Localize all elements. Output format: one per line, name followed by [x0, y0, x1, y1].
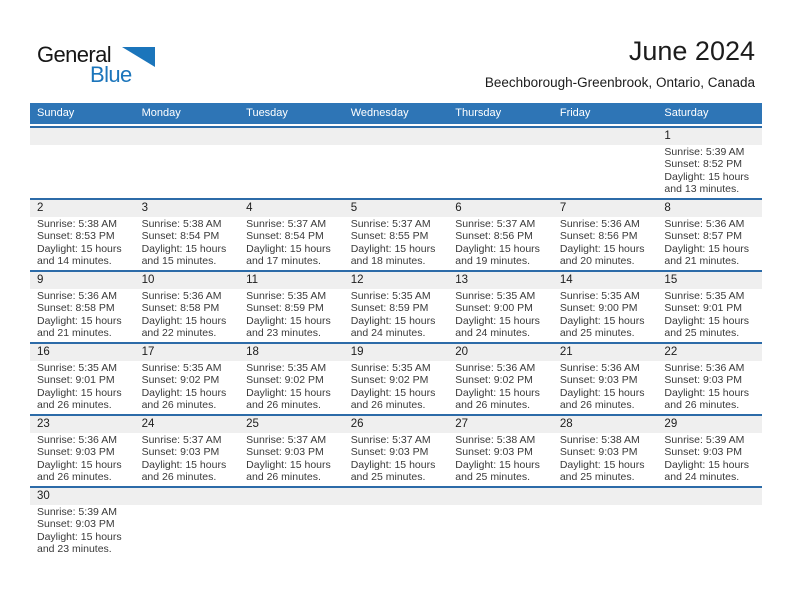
day-detail-line: Daylight: 15 hours — [664, 242, 750, 255]
day-detail-line: Sunrise: 5:36 AM — [141, 290, 222, 302]
weekday-header-wednesday: Wednesday — [350, 107, 409, 119]
day-number: 27 — [455, 418, 469, 430]
day-details — [553, 505, 658, 558]
day-detail-line: and 25 minutes. — [559, 470, 635, 483]
day-detail-line: Sunrise: 5:37 AM — [246, 218, 327, 230]
day-detail-line: and 17 minutes. — [246, 254, 321, 267]
day-detail-line: and 24 minutes. — [664, 470, 740, 483]
day-detail-line: Sunrise: 5:35 AM — [455, 290, 536, 302]
day-number — [448, 488, 553, 505]
day-number: 17 — [141, 346, 155, 358]
calendar-location: Beechborough-Greenbrook, Ontario, Canada — [484, 75, 755, 90]
day-number-band — [30, 200, 762, 217]
day-number: 2 — [37, 202, 44, 214]
week-row — [30, 342, 762, 414]
day-detail-line: Sunset: 8:55 PM — [350, 230, 429, 243]
day-number: 29 — [664, 418, 678, 430]
day-detail-line: Sunrise: 5:35 AM — [246, 362, 327, 374]
day-detail-line: Daylight: 15 hours — [350, 242, 436, 255]
day-detail-line: Sunset: 8:53 PM — [37, 230, 115, 243]
day-detail-line: Daylight: 15 hours — [664, 458, 750, 471]
day-detail-line: and 19 minutes. — [455, 254, 530, 267]
day-detail-line: Daylight: 15 hours — [37, 242, 122, 255]
day-detail-line: and 24 minutes. — [350, 326, 426, 339]
weekday-header-monday: Monday — [141, 107, 181, 119]
day-number-band — [30, 128, 762, 145]
day-number — [30, 128, 135, 145]
day-detail-line: and 26 minutes. — [455, 398, 530, 411]
day-detail-line: and 15 minutes. — [141, 254, 217, 267]
day-detail-line: Sunset: 9:03 PM — [664, 446, 743, 459]
day-detail-line: Daylight: 15 hours — [455, 314, 540, 327]
day-detail-line: Sunrise: 5:35 AM — [350, 362, 431, 374]
day-detail-line: Daylight: 15 hours — [37, 458, 122, 471]
day-detail-line: and 26 minutes. — [246, 398, 321, 411]
day-details — [135, 145, 240, 198]
day-detail-line: Sunset: 9:02 PM — [350, 374, 429, 387]
day-details — [30, 505, 135, 558]
weekday-header-friday: Friday — [559, 107, 591, 119]
day-detail-line: Sunset: 9:01 PM — [664, 302, 743, 315]
day-detail-line: Sunrise: 5:39 AM — [664, 434, 745, 446]
day-detail-line: Sunset: 9:02 PM — [141, 374, 220, 387]
day-detail-band — [30, 217, 762, 270]
day-detail-line: Sunrise: 5:35 AM — [141, 362, 222, 374]
day-detail-line: and 21 minutes. — [664, 254, 740, 267]
day-detail-line: and 26 minutes. — [559, 398, 635, 411]
weekday-header-sunday: Sunday — [37, 107, 75, 119]
day-details — [657, 505, 762, 558]
day-detail-line: Daylight: 15 hours — [350, 314, 436, 327]
weekday-header-tuesday: Tuesday — [246, 107, 288, 119]
day-number: 20 — [455, 346, 469, 358]
day-detail-line: and 26 minutes. — [141, 398, 217, 411]
day-detail-line: Sunset: 9:03 PM — [664, 374, 743, 387]
day-detail-line: Sunrise: 5:37 AM — [246, 434, 327, 446]
day-number — [657, 488, 762, 505]
day-detail-line: Daylight: 15 hours — [350, 458, 436, 471]
day-detail-line: Daylight: 15 hours — [455, 386, 540, 399]
day-details — [239, 217, 344, 270]
day-detail-line: Daylight: 15 hours — [664, 386, 750, 399]
day-detail-line: and 26 minutes. — [141, 470, 217, 483]
day-detail-line: Sunset: 8:59 PM — [350, 302, 429, 315]
day-detail-line: Daylight: 15 hours — [350, 386, 436, 399]
day-detail-line: Sunrise: 5:35 AM — [559, 290, 640, 302]
day-details — [448, 289, 553, 342]
day-detail-line: Daylight: 15 hours — [559, 386, 645, 399]
day-detail-line: Daylight: 15 hours — [37, 314, 122, 327]
day-number-band — [30, 488, 762, 505]
week-row — [30, 126, 762, 198]
day-detail-line: Sunrise: 5:38 AM — [559, 434, 640, 446]
day-number — [448, 128, 553, 145]
general-blue-logo — [37, 44, 167, 94]
day-number: 3 — [141, 202, 148, 214]
day-detail-line: Sunrise: 5:36 AM — [559, 218, 640, 230]
week-row — [30, 414, 762, 486]
day-number — [135, 488, 240, 505]
day-detail-line: Daylight: 15 hours — [246, 458, 331, 471]
day-number: 19 — [350, 346, 364, 358]
day-detail-line: Sunrise: 5:37 AM — [455, 218, 536, 230]
logo-word-general: General — [37, 42, 112, 67]
day-detail-line: Daylight: 15 hours — [664, 170, 750, 183]
day-details — [344, 505, 449, 558]
day-detail-line: Sunrise: 5:39 AM — [664, 146, 745, 158]
day-details — [657, 145, 762, 198]
day-detail-line: Daylight: 15 hours — [141, 386, 227, 399]
day-detail-line: Sunrise: 5:36 AM — [455, 362, 536, 374]
day-details — [239, 361, 344, 414]
day-detail-line: and 26 minutes. — [350, 398, 426, 411]
day-details — [135, 361, 240, 414]
day-detail-band — [30, 145, 762, 198]
day-number: 13 — [455, 274, 469, 286]
calendar-weeks — [30, 126, 762, 558]
day-detail-line: Sunrise: 5:37 AM — [350, 218, 431, 230]
day-number: 11 — [246, 274, 259, 286]
day-detail-line: Sunset: 9:03 PM — [455, 446, 533, 459]
day-detail-line: Sunrise: 5:38 AM — [455, 434, 536, 446]
day-number: 6 — [455, 202, 462, 214]
day-detail-line: Sunrise: 5:38 AM — [37, 218, 117, 230]
day-detail-line: Daylight: 15 hours — [664, 314, 750, 327]
day-details — [30, 433, 135, 486]
day-detail-line: Daylight: 15 hours — [141, 242, 227, 255]
day-detail-line: Sunset: 8:58 PM — [141, 302, 220, 315]
logo-word-blue: Blue — [90, 62, 132, 87]
day-details — [448, 217, 553, 270]
day-number-band — [30, 416, 762, 433]
day-details — [657, 361, 762, 414]
day-number: 1 — [664, 130, 671, 142]
day-detail-line: and 21 minutes. — [37, 326, 112, 339]
day-detail-line: Daylight: 15 hours — [141, 458, 227, 471]
day-detail-line: Sunset: 9:00 PM — [559, 302, 638, 315]
day-details — [553, 361, 658, 414]
day-detail-line: Sunset: 8:56 PM — [559, 230, 638, 243]
day-detail-line: Daylight: 15 hours — [559, 314, 645, 327]
day-detail-line: Sunrise: 5:39 AM — [37, 506, 117, 518]
day-detail-line: Sunset: 9:01 PM — [37, 374, 115, 387]
day-number: 25 — [246, 418, 259, 430]
day-details — [657, 217, 762, 270]
day-number: 5 — [350, 202, 358, 214]
day-detail-line: Daylight: 15 hours — [37, 386, 122, 399]
day-detail-line: and 26 minutes. — [664, 398, 740, 411]
day-details — [448, 433, 553, 486]
day-number: 28 — [559, 418, 573, 430]
day-detail-line: and 14 minutes. — [37, 254, 112, 267]
day-detail-line: Sunset: 9:02 PM — [455, 374, 533, 387]
day-detail-line: Daylight: 15 hours — [246, 242, 331, 255]
day-details — [135, 289, 240, 342]
day-detail-line: Sunset: 8:59 PM — [246, 302, 324, 315]
day-details — [553, 433, 658, 486]
day-detail-line: Sunset: 9:03 PM — [37, 446, 115, 459]
day-detail-line: Daylight: 15 hours — [141, 314, 227, 327]
day-detail-line: and 25 minutes. — [350, 470, 426, 483]
day-detail-line: Sunset: 9:03 PM — [246, 446, 324, 459]
day-detail-line: Sunrise: 5:35 AM — [350, 290, 431, 302]
day-details — [344, 433, 449, 486]
day-details — [553, 145, 658, 198]
calendar-month-title: June 2024 — [628, 36, 755, 66]
day-number: 9 — [37, 274, 44, 286]
day-detail-line: and 25 minutes. — [559, 326, 635, 339]
day-details — [448, 145, 553, 198]
day-details — [448, 505, 553, 558]
day-detail-band — [30, 289, 762, 342]
day-details — [344, 217, 449, 270]
week-row — [30, 270, 762, 342]
day-detail-line: Sunset: 9:03 PM — [37, 518, 115, 531]
day-detail-line: and 26 minutes. — [37, 470, 112, 483]
week-row — [30, 486, 762, 558]
day-detail-line: Sunset: 8:58 PM — [37, 302, 115, 315]
day-detail-line: Sunrise: 5:36 AM — [37, 290, 117, 302]
day-detail-line: and 25 minutes. — [455, 470, 530, 483]
day-detail-line: Sunrise: 5:37 AM — [141, 434, 222, 446]
day-details — [657, 433, 762, 486]
day-detail-line: Sunrise: 5:36 AM — [664, 218, 745, 230]
day-number — [135, 128, 240, 145]
day-detail-line: and 26 minutes. — [37, 398, 112, 411]
day-detail-line: and 13 minutes. — [664, 182, 740, 195]
day-number — [553, 488, 658, 505]
day-details — [344, 145, 449, 198]
day-details — [30, 145, 135, 198]
day-number — [344, 128, 449, 145]
day-details — [344, 361, 449, 414]
day-detail-line: Daylight: 15 hours — [559, 458, 645, 471]
day-details — [30, 289, 135, 342]
day-detail-line: Sunset: 9:00 PM — [455, 302, 533, 315]
day-detail-line: and 25 minutes. — [664, 326, 740, 339]
day-detail-line: and 23 minutes. — [246, 326, 321, 339]
day-detail-line: Sunset: 8:57 PM — [664, 230, 743, 243]
day-number — [344, 488, 449, 505]
day-detail-line: Daylight: 15 hours — [455, 458, 540, 471]
day-detail-line: and 22 minutes. — [141, 326, 217, 339]
day-detail-line: Sunset: 9:03 PM — [559, 374, 638, 387]
day-details — [553, 217, 658, 270]
day-detail-line: and 20 minutes. — [559, 254, 635, 267]
day-number-band — [30, 344, 762, 361]
day-detail-line: Daylight: 15 hours — [455, 242, 540, 255]
day-detail-band — [30, 433, 762, 486]
day-detail-line: Sunrise: 5:35 AM — [37, 362, 117, 374]
day-number: 24 — [141, 418, 155, 430]
day-number: 15 — [664, 274, 678, 286]
day-detail-line: Sunset: 9:02 PM — [246, 374, 324, 387]
day-number: 22 — [664, 346, 678, 358]
day-detail-line: Daylight: 15 hours — [246, 386, 331, 399]
title-block — [485, 36, 755, 91]
day-number: 18 — [246, 346, 259, 358]
day-number: 26 — [350, 418, 364, 430]
day-detail-band — [30, 361, 762, 414]
day-detail-line: Sunrise: 5:37 AM — [350, 434, 431, 446]
day-number: 12 — [350, 274, 364, 286]
day-number: 7 — [559, 202, 567, 214]
day-detail-line: Sunrise: 5:38 AM — [141, 218, 222, 230]
day-detail-line: Sunrise: 5:35 AM — [246, 290, 327, 302]
day-details — [344, 289, 449, 342]
day-detail-line: Sunrise: 5:36 AM — [664, 362, 745, 374]
day-number — [239, 488, 344, 505]
day-details — [135, 505, 240, 558]
weekday-header-row — [30, 103, 762, 124]
day-detail-line: Sunrise: 5:36 AM — [559, 362, 640, 374]
day-details — [657, 289, 762, 342]
calendar-grid — [30, 103, 762, 558]
day-details — [239, 145, 344, 198]
day-detail-line: Sunset: 9:03 PM — [141, 446, 220, 459]
day-details — [553, 289, 658, 342]
day-number: 21 — [559, 346, 573, 358]
day-detail-line: Sunset: 8:54 PM — [246, 230, 324, 243]
weekday-header-saturday: Saturday — [664, 107, 709, 119]
day-detail-line: Sunset: 8:56 PM — [455, 230, 533, 243]
day-details — [239, 433, 344, 486]
day-number: 8 — [664, 202, 671, 214]
day-detail-line: Daylight: 15 hours — [37, 530, 122, 543]
day-details — [30, 217, 135, 270]
day-detail-line: Daylight: 15 hours — [246, 314, 331, 327]
day-detail-band — [30, 505, 762, 558]
day-number: 23 — [37, 418, 50, 430]
day-number — [239, 128, 344, 145]
day-number: 16 — [37, 346, 50, 358]
day-detail-line: and 23 minutes. — [37, 542, 112, 555]
day-detail-line: Sunset: 9:03 PM — [559, 446, 638, 459]
day-details — [135, 433, 240, 486]
day-number: 4 — [246, 202, 253, 214]
day-detail-line: Sunset: 9:03 PM — [350, 446, 429, 459]
day-number: 14 — [559, 274, 573, 286]
day-details — [239, 289, 344, 342]
day-detail-line: and 18 minutes. — [350, 254, 426, 267]
day-detail-line: Sunrise: 5:35 AM — [664, 290, 745, 302]
day-detail-line: and 24 minutes. — [455, 326, 530, 339]
day-details — [30, 361, 135, 414]
day-detail-line: Daylight: 15 hours — [559, 242, 645, 255]
week-row — [30, 198, 762, 270]
day-detail-line: Sunset: 8:54 PM — [141, 230, 220, 243]
day-detail-line: and 26 minutes. — [246, 470, 321, 483]
day-number-band — [30, 272, 762, 289]
day-details — [448, 361, 553, 414]
day-number — [553, 128, 658, 145]
day-detail-line: Sunset: 8:52 PM — [664, 158, 743, 171]
day-detail-line: Sunrise: 5:36 AM — [37, 434, 117, 446]
calendar-header — [0, 0, 792, 103]
day-number: 30 — [37, 490, 50, 502]
weekday-header-thursday: Thursday — [455, 107, 502, 119]
day-details — [239, 505, 344, 558]
day-details — [135, 217, 240, 270]
day-number: 10 — [141, 274, 155, 286]
